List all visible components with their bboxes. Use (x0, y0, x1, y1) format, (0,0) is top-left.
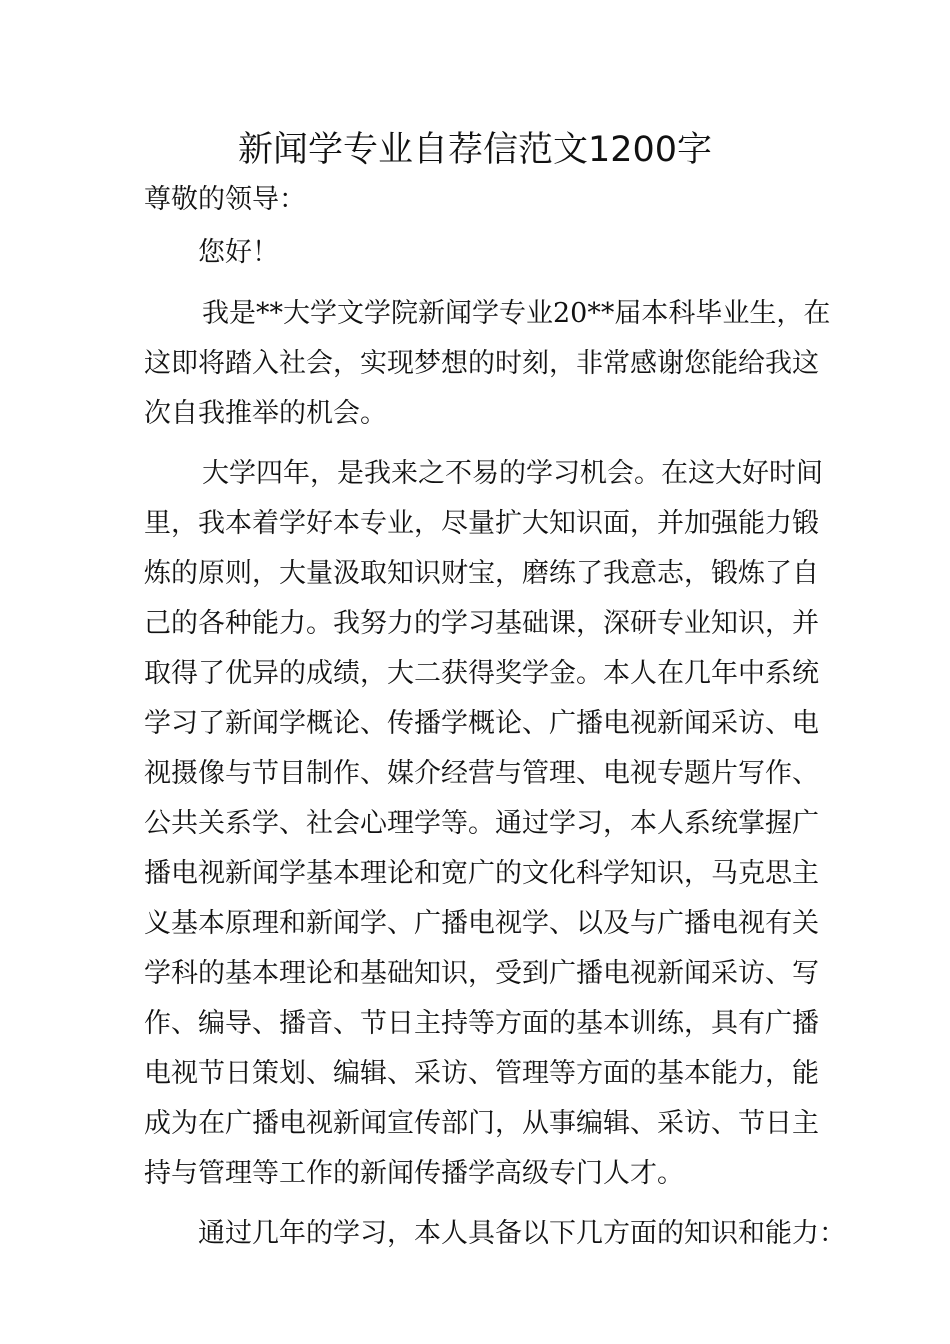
paragraph-line: 持与管理等工作的新闻传播学高级专门人才。 (144, 1158, 684, 1189)
paragraph-line: 电视节日策划、编辑、采访、管理等方面的基本能力，能 (144, 1058, 819, 1089)
paragraph-line: 公共关系学、社会心理学等。通过学习，本人系统掌握广 (144, 808, 819, 839)
paragraph-3 (144, 1209, 846, 1259)
paragraph-2 (144, 449, 823, 1199)
paragraph-line: 取得了优异的成绩，大二获得奖学金。本人在几年中系统 (144, 658, 819, 689)
paragraph-line: 成为在广播电视新闻宣传部门，从事编辑、采访、节日主 (144, 1108, 819, 1139)
paragraph-line: 通过几年的学习，本人具备以下几方面的知识和能力： (198, 1218, 846, 1249)
paragraph-line: 这即将踏入社会，实现梦想的时刻，非常感谢您能给我这 (144, 348, 819, 379)
paragraph-1 (144, 289, 831, 439)
paragraph-line: 我是**大学文学院新闻学专业20**届本科毕业生，在 (202, 298, 831, 329)
paragraph-line: 大学四年，是我来之不易的学习机会。在这大好时间 (202, 458, 823, 489)
paragraph-line: 次自我推举的机会。 (144, 398, 387, 429)
paragraph-line: 己的各种能力。我努力的学习基础课，深研专业知识，并 (144, 608, 819, 639)
paragraph-line: 播电视新闻学基本理论和宽广的文化科学知识，马克思主 (144, 858, 819, 889)
paragraph-line: 视摄像与节目制作、媒介经营与管理、电视专题片写作、 (144, 758, 819, 789)
paragraph-line: 学习了新闻学概论、传播学概论、广播电视新闻采访、电 (144, 708, 819, 739)
paragraph-line: 义基本原理和新闻学、广播电视学、以及与广播电视有关 (144, 908, 819, 939)
greeting: 您好！ (198, 237, 279, 268)
document-title: 新闻学专业自荐信范文1200字 (237, 130, 713, 170)
paragraph-line: 作、编导、播音、节日主持等方面的基本训练，具有广播 (144, 1008, 819, 1039)
paragraph-line: 炼的原则，大量汲取知识财宝，磨练了我意志，锻炼了自 (144, 558, 819, 589)
paragraph-line: 里，我本着学好本专业，尽量扩大知识面，并加强能力锻 (144, 508, 819, 539)
letter-body (144, 180, 846, 1259)
salutation: 尊敬的领导： (144, 184, 306, 215)
paragraph-line: 学科的基本理论和基础知识，受到广播电视新闻采访、写 (144, 958, 819, 989)
